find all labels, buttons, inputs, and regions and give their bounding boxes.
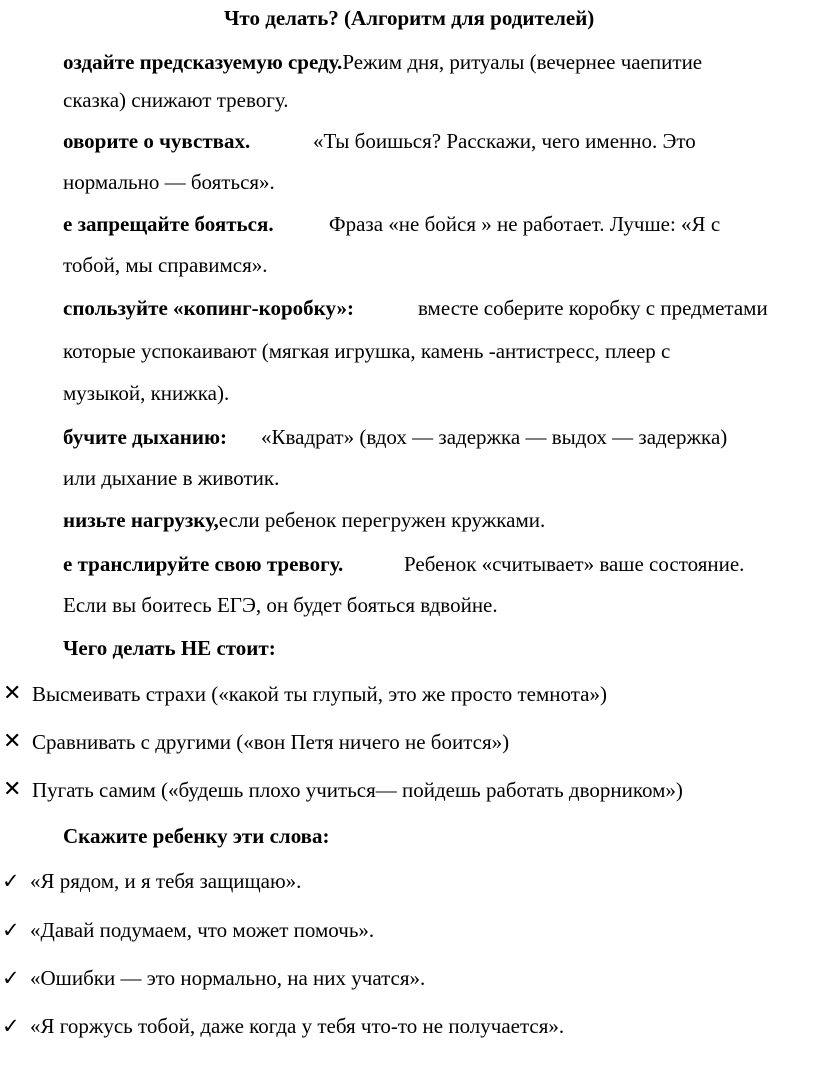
- say-item-4: «Я горжусь тобой, даже когда у тебя что-то не получается».: [30, 1014, 565, 1038]
- tip-5-head: бучите дыханию:: [63, 425, 228, 449]
- tip-4-text: вместе соберите коробку с предметами: [418, 296, 768, 320]
- x-mark-icon: ✕: [3, 729, 22, 754]
- page-title: Что делать? (Алгоритм для родителей): [224, 6, 595, 30]
- tip-6-text: если ребенок перегружен кружками.: [218, 508, 546, 532]
- tip-4-head: спользуйте «копинг-коробку»:: [63, 296, 354, 320]
- check-mark-icon: ✓: [2, 918, 20, 942]
- x-mark-icon: ✕: [3, 777, 22, 802]
- x-mark-icon: ✕: [3, 681, 22, 706]
- check-mark-icon: ✓: [2, 869, 20, 893]
- tip-5-text: «Квадрат» (вдох — задержка — выдох — задержка): [261, 425, 728, 449]
- tip-1-cont: сказка) снижают тревогу.: [63, 88, 289, 112]
- tip-2-cont: нормально — бояться».: [63, 170, 275, 194]
- tip-3-cont: тобой, мы справимся».: [63, 253, 268, 277]
- tip-2-line: [63, 131, 696, 152]
- tip-1-line: [63, 52, 702, 73]
- tip-3-head: е запрещайте бояться.: [63, 212, 274, 236]
- tip-4-cont-1: которые успокаивают (мягкая игрушка, камень -антистресс, плеер с: [63, 339, 671, 363]
- tip-2-head: оворите о чувствах.: [63, 129, 251, 153]
- dont-item-1: Высмеивать страхи («какой ты глупый, это же просто темнота»): [32, 682, 607, 706]
- tip-6-head: низьте нагрузку,: [63, 508, 219, 532]
- tip-4-line: [63, 298, 768, 319]
- say-item-1: «Я рядом, и я тебя защищаю».: [30, 869, 302, 893]
- tip-6-line: [63, 510, 545, 531]
- tip-1-text: Режим дня, ритуалы (вечернее чаепитие: [342, 50, 703, 74]
- tip-3-line: [63, 214, 720, 235]
- tip-5-cont: или дыхание в животик.: [63, 466, 280, 490]
- say-item-3: «Ошибки — это нормально, на них учатся».: [30, 966, 426, 990]
- say-heading: Скажите ребенку эти слова:: [63, 824, 330, 848]
- tip-4-cont-2: музыкой, книжка).: [63, 381, 230, 405]
- tip-5-line: [63, 427, 727, 448]
- tip-7-line: [63, 554, 744, 575]
- dont-heading: Чего делать НЕ стоит:: [63, 636, 276, 660]
- check-mark-icon: ✓: [2, 1014, 20, 1038]
- dont-item-3: Пугать самим («будешь плохо учиться— пойдешь работать дворником»): [32, 778, 683, 802]
- dont-item-2: Сравнивать с другими («вон Петя ничего не боится»): [32, 730, 510, 754]
- check-mark-icon: ✓: [2, 966, 20, 990]
- tip-7-head: е транслируйте свою тревогу.: [63, 552, 344, 576]
- tip-7-text: Ребенок «считывает» ваше состояние.: [404, 552, 745, 576]
- tip-1-head: оздайте предсказуемую среду.: [63, 50, 343, 74]
- tip-3-text: Фраза «не бойся » не работает. Лучше: «Я с: [329, 212, 721, 236]
- say-item-2: «Давай подумаем, что может помочь».: [30, 918, 375, 942]
- tip-7-cont: Если вы боитесь ЕГЭ, он будет бояться вдвойне.: [63, 593, 498, 617]
- tip-2-text: «Ты боишься? Расскажи, чего именно. Это: [313, 129, 696, 153]
